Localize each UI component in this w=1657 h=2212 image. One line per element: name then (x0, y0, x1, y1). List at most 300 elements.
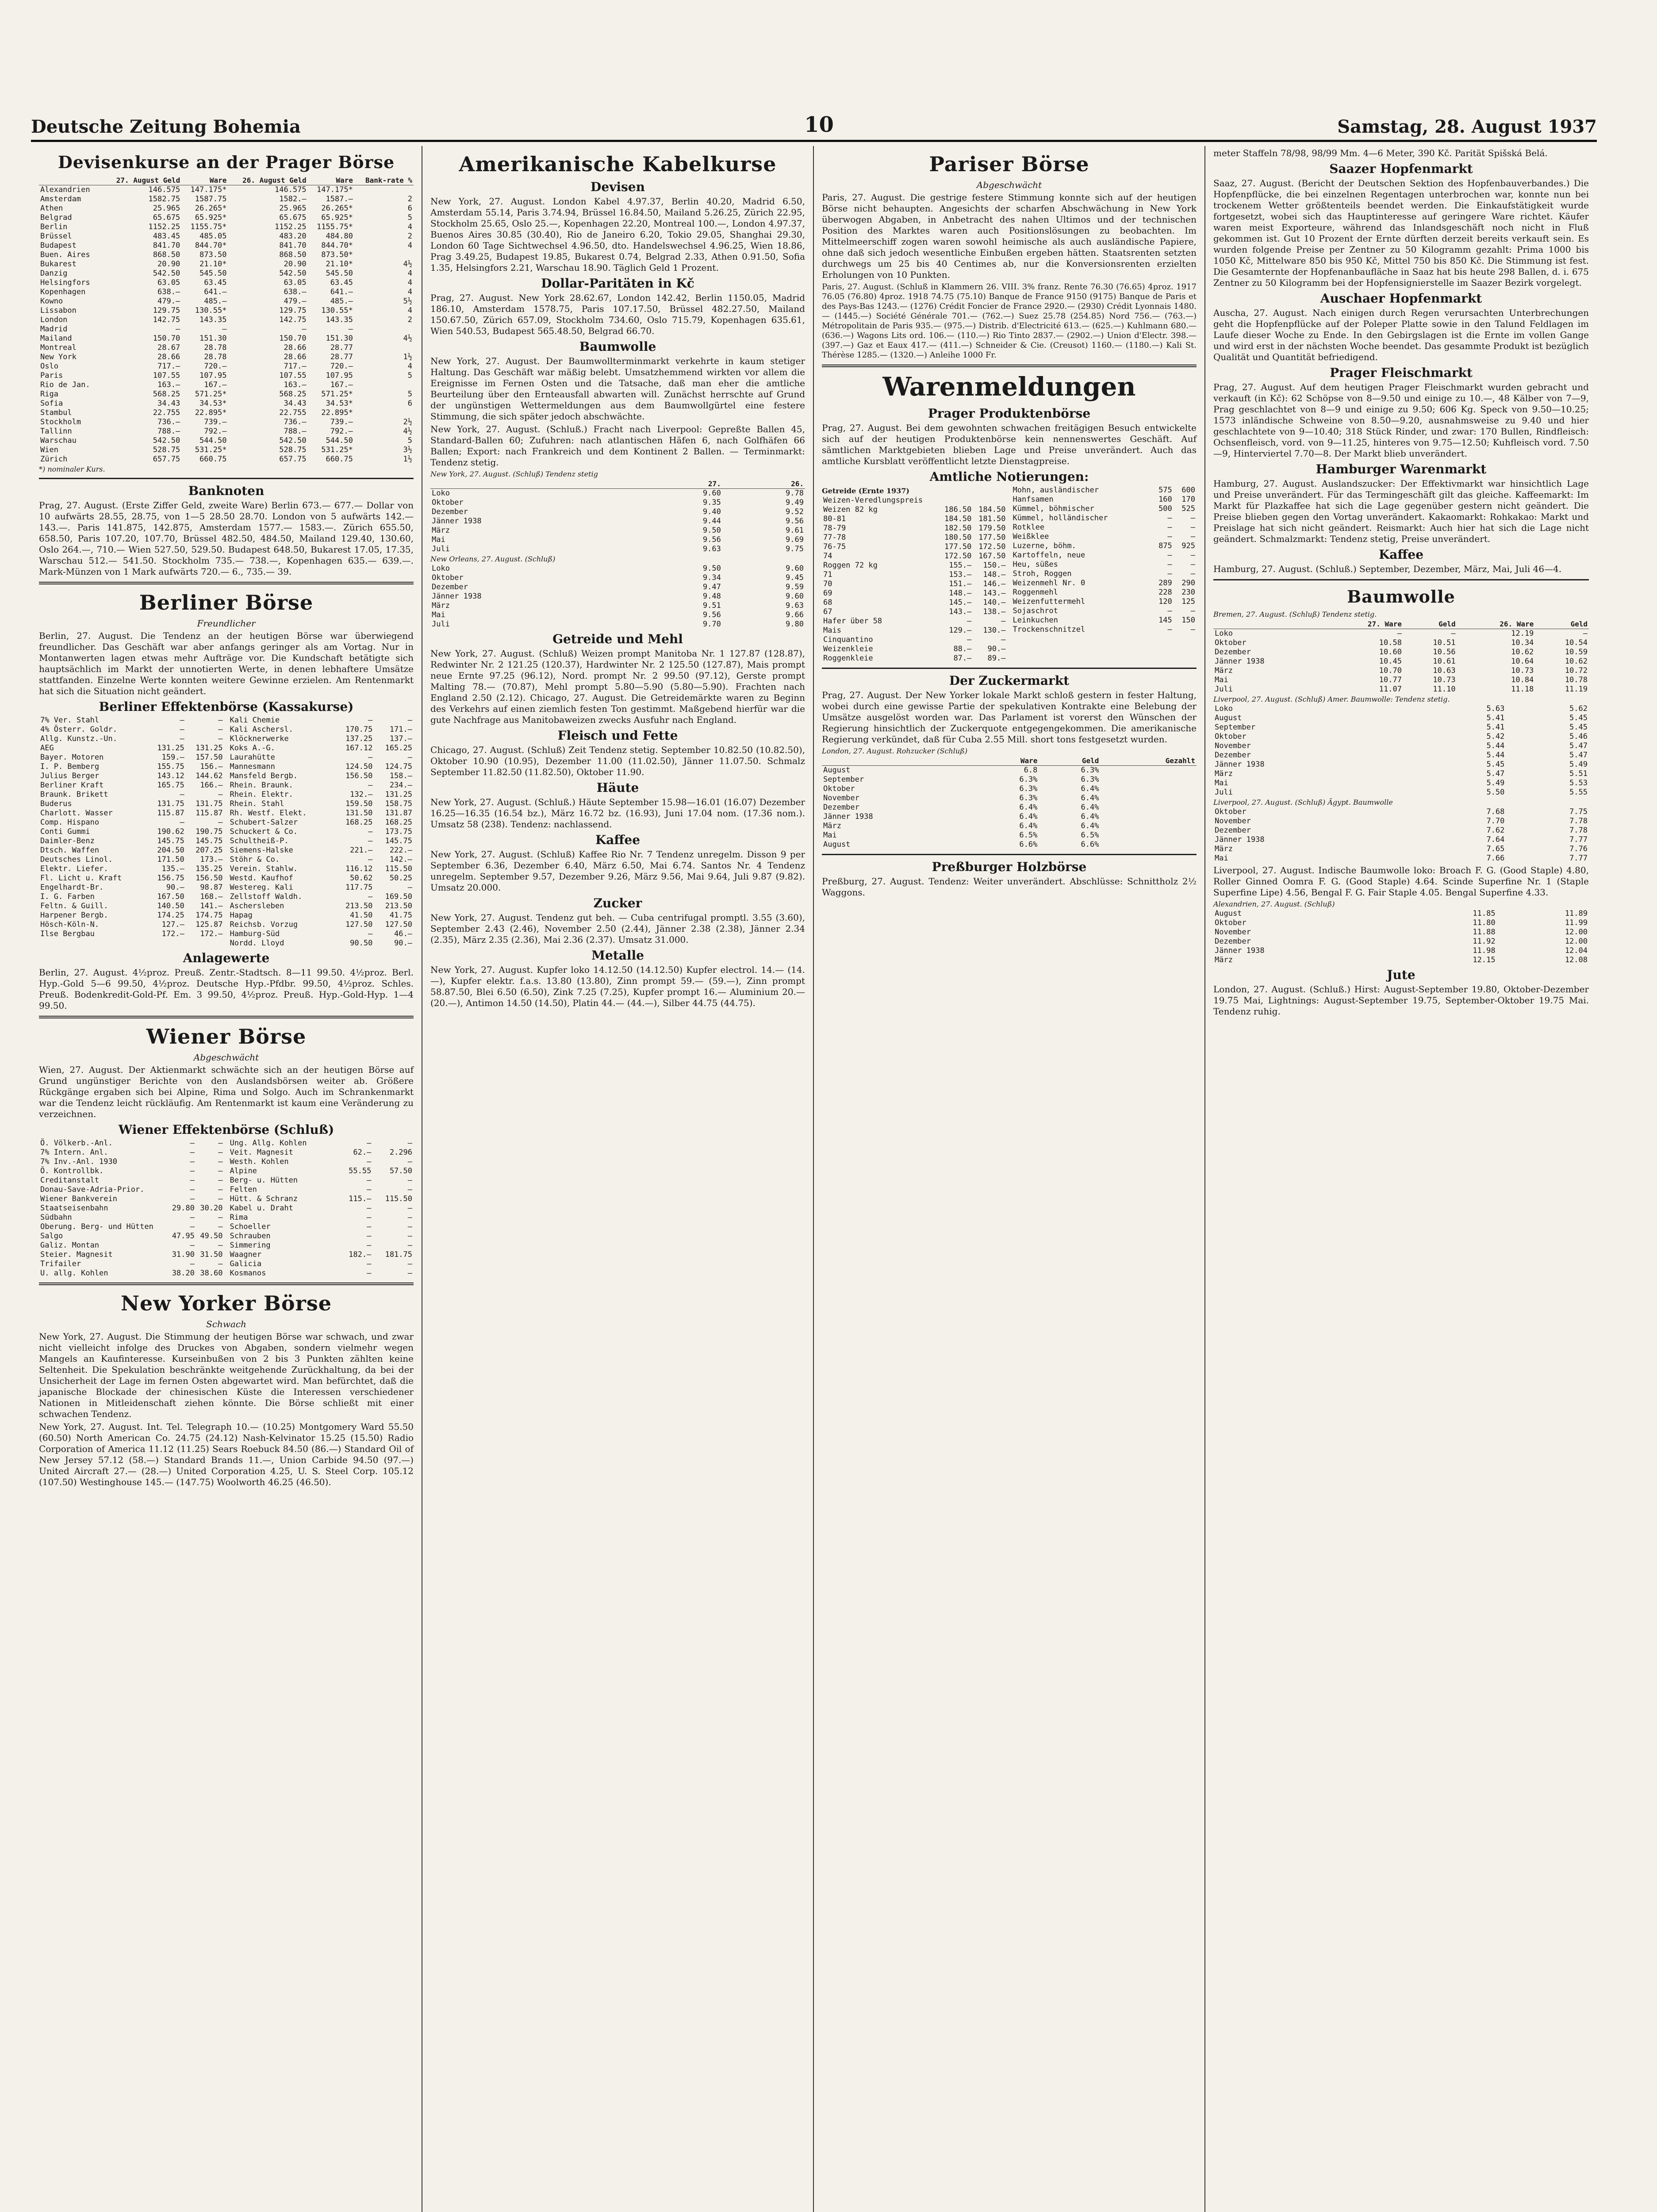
table-cell: Dezember (1215, 751, 1251, 760)
table-cell: 124.75 (385, 762, 412, 771)
table-cell (354, 408, 414, 418)
table-cell: — (1190, 569, 1195, 578)
table-cell: Galiz. Montan (40, 1241, 100, 1250)
table-cell: — (1167, 560, 1172, 569)
table-cell: 10.45 (1379, 657, 1402, 666)
table-cell: Schubert-Salzer (230, 818, 298, 827)
wiener-row (229, 1148, 414, 1157)
table-cell: 10.51 (1433, 638, 1456, 647)
table-cell: Elektr. Liefer. (40, 864, 108, 873)
table-cell: 155.75 (157, 762, 184, 771)
devisen-row (39, 399, 414, 408)
wiener-row (39, 1194, 224, 1204)
alex-row (1213, 918, 1589, 928)
table-cell: 22.755 (279, 408, 307, 417)
table-cell: 65.675 (279, 213, 307, 222)
kassa-row (39, 892, 224, 902)
table-cell: 11.99 (1565, 918, 1588, 927)
wiener-row (39, 1185, 224, 1194)
table-cell: 544.50 (199, 436, 227, 445)
table-cell: 169.50 (385, 892, 412, 901)
notierung-row (1012, 495, 1197, 504)
table-cell: 5.51 (1569, 769, 1588, 778)
table-cell: Hafer über 58 (823, 617, 882, 626)
table-cell: Julius Berger (40, 772, 100, 780)
table-cell: 12.19 (1511, 629, 1534, 638)
table-cell: 11.80 (1473, 918, 1496, 927)
kassa-row (39, 920, 224, 929)
table-cell: 190.75 (196, 827, 223, 836)
notierung-row (822, 635, 1007, 645)
table-cell: 479.— (284, 297, 307, 306)
wiener-row (229, 1232, 414, 1241)
kassa-row (229, 753, 414, 762)
table-cell: 28.78 (204, 353, 227, 361)
table-cell: Brüssel (40, 232, 72, 241)
table-cell: 11.85 (1473, 909, 1496, 918)
column-1 (31, 146, 422, 2212)
agypt-row (1213, 817, 1589, 826)
table-cell: — (967, 617, 972, 626)
table-cell: 485.05 (199, 232, 227, 241)
devisen-column-header: 26. August Geld (228, 176, 307, 185)
table-cell: Schoeller (230, 1222, 271, 1231)
table-cell: März (823, 822, 841, 830)
table-cell: 98.87 (200, 883, 223, 892)
am-zucker-title: Zucker (593, 896, 642, 910)
table-cell: Mais (823, 626, 841, 635)
kassa-row (229, 734, 414, 744)
table-cell: 57.50 (389, 1167, 412, 1175)
table-cell: Juli (432, 620, 450, 629)
table-cell: 485.— (204, 297, 227, 306)
table-cell: 528.75 (153, 445, 180, 454)
table-cell: 2 (407, 315, 412, 324)
indisch-text: Liverpool, 27. August. Indische Baumwolle loko: Broach F. G. (Good Staple) 4.80, Roller Ginned Oomra F. G. (Good Staple) 4.64. Scinde Superfine Nr. 1 (Staple Superfine Lipe) 4.56, Bengal F. G. Fair Staple 4.05. Bengal Superfine 4.33. (1213, 865, 1589, 898)
kassa-row (39, 809, 224, 818)
pariser-text: Paris, 27. August. Die gestrige festere Stimmung konnte sich auf der heutigen Börse nicht behaupten. Angesichts der scharfen Abschwächung in New York überwogen Abgaben, in Anbetracht des nahen Ultimos und der technischen Position des Marktes waren auch Positionslösungen zu beobachten. Im Mittelmeerschiff zogen waren sowohl heimische als auch ausländische Papiere, ohne daß sich jedoch wesentliche Einbußen ergeben hätten. Staatsrenten setzten durchwegs um 25 bis 40 Centimes ab, nur die Konversionsrenten erzielten Erholungen von 10 Punkten. (822, 192, 1197, 280)
table-cell: — (407, 1232, 412, 1240)
table-cell: März (432, 601, 450, 610)
table-cell: Stockholm (40, 418, 81, 426)
table-cell: 5.45 (1569, 714, 1588, 722)
notierung-row (1012, 541, 1197, 551)
table-cell: 167.50 (157, 892, 184, 901)
table-cell: 7.78 (1569, 826, 1588, 835)
wiener-row (229, 1250, 414, 1260)
table-cell: — (1167, 607, 1172, 615)
devisen-row (39, 195, 414, 204)
table-cell: Kümmel, böhmischer (1013, 504, 1094, 513)
table-cell: 9.60 (786, 564, 804, 573)
table-cell: 115.50 (385, 1194, 412, 1203)
devisen-row (39, 241, 414, 250)
table-cell: 107.95 (199, 371, 227, 380)
table-cell: Alexandrien (40, 185, 90, 194)
table-cell: Mohn, ausländischer (1013, 486, 1099, 495)
table-cell: Dezember (823, 803, 859, 812)
table-cell: 568.25 (153, 390, 180, 399)
table-cell: Loko (432, 564, 450, 573)
devisen-row (39, 185, 414, 195)
table-cell: 4 (407, 288, 412, 296)
table-cell: Staatseisenbahn (40, 1204, 108, 1213)
table-cell: — (1190, 560, 1195, 569)
table-cell: 2.296 (389, 1148, 412, 1157)
fleischmarkt-title: Prager Fleischmarkt (1330, 365, 1473, 380)
table-cell: — (1001, 635, 1006, 644)
berliner-text: Berlin, 27. August. Die Tendenz an der heutigen Börse war überwiegend freundlicher. Das Geschäft war aber anfangs geringer als am Vortag. Nur in Montanwerten lagen etwas mehr Aufträge vor. Die Kundschaft betätigte sich hauptsächlich im Markt der unnotierten Werte, in denen lebhaftere Umsätze stattfanden. Einzelne Werte konnten weitere Gewinne erzielen. Am Rentenmarkt hat sich die Situation nicht geändert. (39, 630, 414, 696)
table-cell: 41.50 (350, 911, 373, 920)
table-cell: Weizen-Veredlungspreis (823, 496, 923, 505)
table-cell: 124.50 (345, 762, 373, 771)
table-cell: 174.25 (157, 911, 184, 920)
table-cell: 9.78 (786, 489, 804, 498)
table-cell: 12.04 (1565, 946, 1588, 955)
bremen-row (1213, 666, 1589, 676)
devisen-row (39, 288, 414, 297)
table-cell: U. allg. Kohlen (40, 1269, 108, 1278)
table-cell: 841.70 (279, 241, 307, 250)
table-cell: Kabel u. Draht (230, 1204, 293, 1213)
table-cell: — (368, 827, 373, 836)
table-cell: 190.62 (157, 827, 184, 836)
devisen-footnote: *) nominaler Kurs. (39, 465, 105, 473)
notierung-row (1012, 588, 1197, 597)
kassa-row (229, 929, 414, 939)
table-cell: Simmering (230, 1241, 271, 1250)
table-cell: — (1190, 532, 1195, 541)
table-cell: 28.66 (157, 353, 180, 361)
table-cell: Ilse Bergbau (40, 929, 95, 938)
kassa-row (229, 874, 414, 883)
table-cell (1100, 812, 1197, 822)
devisen-row (39, 269, 414, 278)
table-cell: 25.965 (153, 204, 180, 213)
dollar-title: Dollar-Paritäten in Kč (541, 276, 694, 291)
table-cell: 62.— (353, 1148, 372, 1157)
table-cell: Südbahn (40, 1213, 72, 1222)
am-haeute-title: Häute (596, 780, 639, 795)
table-cell: Berlin (40, 223, 68, 231)
table-cell: Charlott. Wasser (40, 809, 113, 818)
table-cell: 657.75 (153, 455, 180, 464)
no-row (430, 592, 805, 601)
table-cell: 10.62 (1565, 657, 1588, 666)
alex-row (1213, 956, 1589, 965)
kassa-row (229, 892, 414, 902)
wiener-title: Wiener Börse (146, 1025, 307, 1048)
table-cell: 22.895* (321, 408, 353, 417)
table-cell: 531.25* (195, 445, 227, 454)
table-cell: 65.925* (195, 213, 227, 222)
kassa-row (39, 902, 224, 911)
devisen-row (39, 436, 414, 445)
table-cell: 160 (1158, 495, 1172, 504)
table-cell (1100, 822, 1197, 831)
table-cell: Jänner 1938 (1215, 657, 1265, 666)
kassa-row (39, 883, 224, 892)
table-cell: Weizenmehl Nr. 0 (1013, 579, 1085, 588)
table-cell: — (368, 753, 373, 762)
wiener-effekten-title: Wiener Effektenbörse (Schluß) (118, 1122, 334, 1137)
table-cell: Oktober (432, 573, 464, 582)
table-cell: Stöhr & Co. (230, 855, 280, 864)
table-cell: 6.6% (1019, 840, 1038, 849)
devisen-column-header: Ware (181, 176, 228, 185)
wiener-row (39, 1269, 224, 1278)
table-cell: 542.50 (153, 269, 180, 278)
table-cell: 158.— (389, 772, 412, 780)
kassa-row (229, 781, 414, 790)
table-cell: 11.98 (1473, 946, 1496, 955)
table-cell: 143.35 (199, 315, 227, 324)
table-cell: 131.50 (345, 809, 373, 818)
table-cell: Trockenschnitzel (1013, 625, 1085, 634)
table-cell: 131.75 (196, 799, 223, 808)
table-cell: — (190, 1185, 195, 1194)
table-cell: November (1215, 928, 1251, 937)
agypt-row (1213, 854, 1589, 863)
table-cell: — (368, 716, 373, 725)
table-cell: 135.— (161, 864, 184, 873)
table-cell: 9.69 (786, 535, 804, 544)
table-cell: 925 (1181, 541, 1195, 550)
notierung-row (1012, 486, 1197, 495)
wiener-row (229, 1269, 414, 1278)
table-cell: 147.175* (316, 185, 353, 194)
table-cell: I. P. Bemberg (40, 762, 100, 771)
table-cell: Schrauben (230, 1232, 271, 1240)
table-cell: Tallinn (40, 427, 72, 436)
table-cell: Westh. Kohlen (230, 1157, 289, 1166)
table-cell: 1½ (403, 353, 412, 361)
no-row (430, 601, 805, 611)
table-cell: 5.46 (1569, 732, 1588, 741)
table-cell: 143.— (949, 607, 972, 616)
table-cell: 159.— (161, 753, 184, 762)
table-cell: 6.5% (1081, 831, 1099, 840)
table-cell: 182.50 (944, 524, 972, 533)
table-cell: Weizen 82 kg (823, 505, 878, 514)
table-cell (354, 325, 414, 334)
table-cell: 166.— (200, 781, 223, 790)
table-cell: 657.75 (279, 455, 307, 464)
table-cell: 184.50 (944, 515, 972, 523)
wiener-row (229, 1194, 414, 1204)
table-cell: 717.— (284, 362, 307, 371)
table-cell: 90.— (394, 939, 412, 948)
berliner-kassa-tables (39, 716, 414, 948)
table-cell: 5 (407, 436, 412, 445)
table-cell: Oktober (1215, 638, 1247, 647)
table-cell: 156.— (200, 762, 223, 771)
london-column-header: Gezahlt (1100, 756, 1197, 766)
devisen-row (39, 343, 414, 353)
alex-row (1213, 946, 1589, 956)
table-cell: 9.50 (702, 564, 721, 573)
notierung-row (822, 561, 1007, 570)
ny-row (430, 545, 805, 554)
table-cell: Daimler-Benz (40, 837, 95, 845)
no-row (430, 583, 805, 592)
columns (31, 146, 1597, 2212)
london-table-title: London, 27. August. Rohzucker (Schluß) (822, 747, 968, 755)
table-cell: Wiener Bankverein (40, 1194, 117, 1203)
table-cell: 173.75 (385, 827, 412, 836)
table-cell: September (823, 775, 864, 784)
wiener-row (229, 1176, 414, 1185)
table-cell: 172.— (200, 929, 223, 938)
table-cell: Mai (823, 831, 837, 840)
wiener-row (229, 1167, 414, 1176)
table-cell: — (190, 1213, 195, 1222)
table-cell: — (1583, 629, 1588, 638)
table-cell: — (1190, 607, 1195, 615)
notierung-row (822, 617, 1007, 626)
table-cell: 230 (1181, 588, 1195, 597)
table-cell: 131.75 (157, 799, 184, 808)
table-cell: 181.50 (978, 515, 1006, 523)
table-cell: 9.61 (786, 526, 804, 535)
page-number: 10 (804, 112, 834, 137)
table-cell: — (218, 818, 223, 827)
table-cell: 2 (407, 232, 412, 241)
table-cell: 6.6% (1081, 840, 1099, 849)
table-cell: 20.90 (157, 260, 180, 269)
table-cell: 146.575 (148, 185, 180, 194)
table-cell: 145.75 (385, 837, 412, 845)
london-row (822, 775, 1197, 784)
table-cell: 167.50 (978, 552, 1006, 561)
table-cell: 10.63 (1433, 666, 1456, 675)
table-cell: — (367, 1204, 372, 1213)
table-cell: Danzig (40, 269, 68, 278)
table-cell: 10.58 (1379, 638, 1402, 647)
table-cell: 158.75 (385, 799, 412, 808)
table-cell: — (368, 892, 373, 901)
table-cell: 179.50 (978, 524, 1006, 533)
table-cell (1100, 803, 1197, 812)
no-row (430, 620, 805, 629)
table-cell: 4 (407, 278, 412, 287)
table-cell: — (367, 1157, 372, 1166)
kassa-row (229, 902, 414, 911)
table-cell: 129.75 (153, 306, 180, 315)
kassa-row (39, 864, 224, 874)
bremen-column-header: Geld (1535, 619, 1589, 629)
table-cell: 792.— (204, 427, 227, 436)
table-cell: 127.— (161, 920, 184, 929)
table-cell: 844.70* (195, 241, 227, 250)
pariser-kurse: Paris, 27. August. (Schluß in Klammern 26. VIII. 3% franz. Rente 76.30 (76.65) 4proz. 1917 76.05 (76.80) 4proz. 1918 74.75 (75.10) Banque de France 9150 (9175) Banque de Paris et des Pays-Bas 1243.— (1276) Crédit Foncier de France 2920.— (2930) Crédit Lyonnais 1480.— (1445.—) Société Générale 701.— (762.—) Suez 25.78 (254.85) Nord 756.— (763.—) Métropolitain de Paris 935.— (975.—) Distrib. d'Electricité 613.— (625.—) Kuhlmann 680.— (636.—) Wagons Lits ord. 106.— (110.—) Rio Tinto 2837.— (2902.—) Union d'Electr. 398.— (397.—) Gaz et Eaux 417.— (411.—) Schneider & Cie. (Creusot) 1160.— (1180.—) Kali St. Thérèse 1285.— (1320.—) Anleihe 1000 Fr. (822, 282, 1197, 360)
table-cell: Ö. Völkerb.-Anl. (40, 1139, 113, 1148)
table-cell: 542.50 (279, 269, 307, 278)
table-cell: 170.75 (345, 725, 373, 734)
table-cell (354, 250, 414, 260)
table-cell: I. G. Farben (40, 892, 95, 901)
table-cell: 868.50 (153, 250, 180, 259)
table-cell: 6.4% (1081, 812, 1099, 821)
table-cell: Ung. Allg. Kohlen (230, 1139, 307, 1148)
table-cell: 10.73 (1433, 676, 1456, 684)
table-cell: — (218, 1241, 223, 1250)
column-2 (422, 146, 814, 2212)
table-cell: Kartoffeln, neue (1013, 551, 1085, 560)
table-cell: November (1215, 741, 1251, 750)
table-cell: Oktober (1215, 807, 1247, 816)
table-cell: — (407, 1269, 412, 1278)
table-cell: Juli (432, 545, 450, 553)
table-cell: 6.8 (1024, 766, 1038, 775)
table-cell: 5.45 (1569, 723, 1588, 732)
table-cell: Comp. Hispano (40, 818, 100, 827)
table-cell: Oktober (432, 498, 464, 507)
table-cell: Madrid (40, 325, 68, 334)
table-cell: 5.44 (1486, 741, 1505, 750)
table-cell: 145 (1158, 616, 1172, 625)
table-cell: 528.75 (279, 445, 307, 454)
table-cell: Deutsches Linol. (40, 855, 113, 864)
table-cell: — (1190, 551, 1195, 560)
table-cell: Weißklee (1013, 532, 1049, 541)
table-cell: Hapag (230, 911, 253, 920)
am-zucker-text: New York, 27. August. Tendenz gut beh. — Cuba centrifugal promptl. 3.55 (3.60), September 2.43 (2.46), November 2.50 (2.44), Jänner 2.38 (2.38), Jänner 2.34 (2.35), März 2.35 (2.36), Mai 2.36 (2.37). Umsatz 31.000. (430, 912, 805, 945)
table-cell: 213.50 (385, 902, 412, 910)
table-cell: 172.50 (944, 552, 972, 561)
table-cell: 873.50* (321, 250, 353, 259)
table-cell: Salgo (40, 1232, 63, 1240)
table-cell: Rio de Jan. (40, 380, 90, 389)
col4-kaffee-text: Hamburg, 27. August. (Schluß.) September, Dezember, März, Mai, Juli 46—4. (1213, 564, 1562, 574)
kassa-row (39, 837, 224, 846)
banknoten-title: Banknoten (188, 484, 265, 498)
berliner-title: Berliner Börse (139, 591, 314, 614)
table-cell: Conti Gummi (40, 827, 90, 836)
table-cell: August (823, 840, 851, 849)
table-cell: 788.— (284, 427, 307, 436)
table-cell: — (407, 753, 412, 762)
kassa-row (39, 744, 224, 753)
table-cell: Rotklee (1013, 523, 1045, 532)
ny-baumwolle-table (430, 479, 805, 554)
table-cell: 5.47 (1569, 751, 1588, 760)
table-cell: 21.10* (326, 260, 353, 269)
table-cell: Rhein. Stahl (230, 799, 284, 808)
notierung-row (1012, 569, 1197, 579)
table-cell: 184.50 (978, 505, 1006, 514)
table-cell: 115.50 (385, 864, 412, 873)
table-cell: Belgrad (40, 213, 72, 222)
wiener-row (39, 1260, 224, 1269)
fleischmarkt-text: Prag, 27. August. Auf dem heutigen Prager Fleischmarkt wurden gebracht und verkauft (in Kč): 62 Schöpse von 8—9.50 und einige zu 10.—, 48 Kälber von 7—9, Prag geschlachtet von 8—9 und einige zu 9.50; 606 Kg. Speck von 9.50—10.25; 1573 inländische Schweine von 8.50—9.20, ausnahmsweise zu 9.40 und hier geschlachtete von 9—10.40; 318 Stück Rinder, und zwar: 170 Bullen, Rindfleisch: Ochsenfleisch, vord. von 9—11.25, hinteres von 9.75—12.50; Kuhfleisch vord. 7.50—9, Hinterviertel 7.70—8. Der Markt blieb unverändert. (1213, 382, 1589, 459)
table-cell: Reichsb. Vorzug (230, 920, 298, 929)
table-cell: 1582.75 (148, 195, 180, 204)
table-cell: 11.10 (1433, 685, 1456, 694)
wiener-row (39, 1148, 224, 1157)
kassa-row (39, 734, 224, 744)
table-cell: Zürich (40, 455, 68, 464)
table-cell: 9.56 (786, 517, 804, 526)
table-cell: 156.50 (345, 772, 373, 780)
table-cell: 147.175* (190, 185, 227, 194)
wiener-row (39, 1157, 224, 1167)
table-cell: 600 (1181, 486, 1195, 495)
table-cell: Montreal (40, 343, 77, 352)
table-cell: 7.78 (1569, 817, 1588, 826)
table-cell: — (367, 1260, 372, 1268)
table-cell: 142.— (389, 855, 412, 864)
